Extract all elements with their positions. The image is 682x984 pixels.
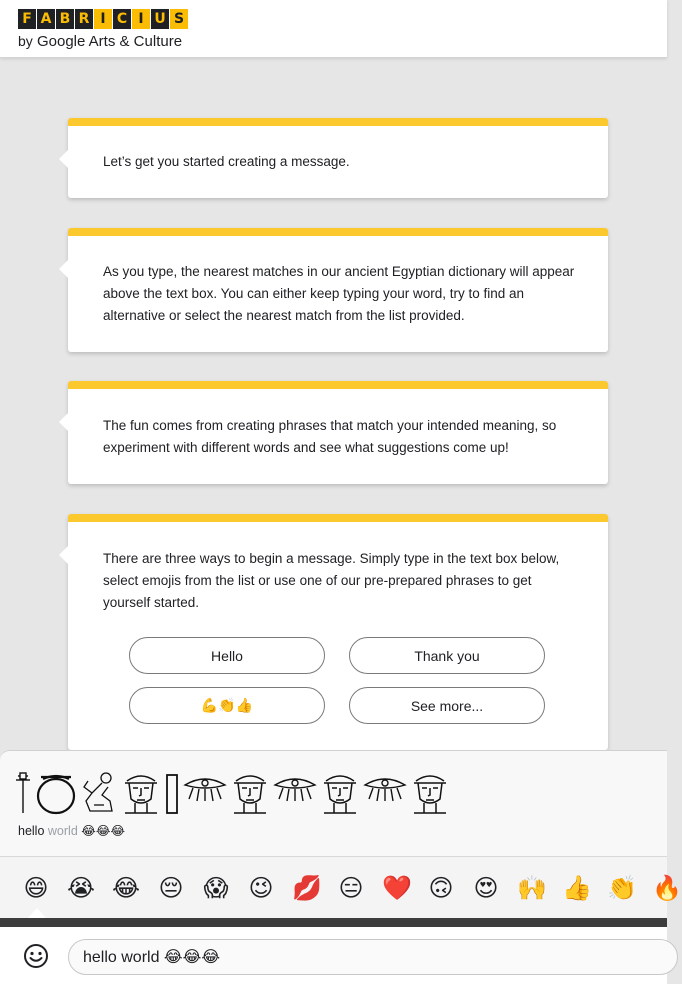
emoji-heart-eyes[interactable]: 😍: [473, 873, 499, 902]
card-text: There are three ways to begin a message. Simply type in the text box below, select emojis from the list or use one of our pre-prepared phrases to get yourself started.: [103, 551, 560, 610]
card-text: The fun comes from creating phrases that match your intended meaning, so experiment with different words and see what suggestions come up!: [103, 418, 557, 455]
emoji-thumbs-up[interactable]: 👍: [562, 873, 592, 902]
byline-brand: Google Arts & Culture: [36, 33, 183, 50]
instruction-card-2: [68, 228, 608, 352]
emoji-raised-hands[interactable]: 🙌: [517, 873, 547, 902]
emoji-heart[interactable]: ❤️: [382, 873, 412, 902]
see-more-button[interactable]: See more...: [349, 687, 545, 724]
phrase-hello-button[interactable]: Hello: [129, 637, 325, 674]
emoji-fire[interactable]: 🔥: [652, 873, 682, 902]
fabricius-logo[interactable]: [18, 9, 188, 29]
eye-glyph-icon: [273, 771, 317, 815]
eye-glyph-icon: [363, 771, 407, 815]
instruction-card-1: [68, 118, 608, 198]
phrase-thank-you-button[interactable]: Thank you: [349, 637, 545, 674]
instruction-card-3: [68, 381, 608, 484]
message-input-row: [0, 927, 667, 984]
emoji-bar-divider: [0, 918, 667, 927]
logo-letter: S: [170, 9, 188, 29]
message-input[interactable]: [68, 939, 678, 975]
hieroglyph-row[interactable]: [14, 769, 450, 815]
emoji-expressionless[interactable]: 😑: [338, 873, 364, 902]
card-text: Let’s get you started creating a message.: [103, 154, 350, 169]
suggested-word: world: [47, 824, 78, 838]
logo-letter: I: [94, 9, 112, 29]
emoji-scream[interactable]: 😱: [203, 873, 229, 902]
emoji-upside-down[interactable]: 🙃: [428, 873, 454, 902]
hieroglyph-panel: [0, 750, 667, 856]
logo-letter: B: [56, 9, 74, 29]
face-glyph-icon: [230, 771, 270, 815]
byline-by: by: [18, 33, 33, 49]
byline: [18, 33, 182, 50]
circle-glyph-icon: [35, 771, 77, 815]
typed-word: hello: [18, 824, 45, 838]
logo-letter: A: [37, 9, 55, 29]
logo-letter: C: [113, 9, 131, 29]
logo-letter: R: [75, 9, 93, 29]
emoji-pensive[interactable]: 😔: [158, 873, 184, 902]
seated-figure-glyph-icon: [80, 771, 118, 815]
emoji-picker-bar: [0, 856, 682, 918]
app-header: [0, 0, 667, 58]
transliteration-text: [18, 823, 125, 838]
emoji-smile[interactable]: 😄: [23, 873, 49, 902]
emoji-crying[interactable]: 😭: [67, 873, 96, 902]
card-text: As you type, the nearest matches in our ancient Egyptian dictionary will appear above the text box. You can either keep typing your word, try to find an alternative or select the nearest match from the list provided.: [103, 264, 575, 323]
instruction-card-4: [68, 514, 608, 750]
face-glyph-icon: [121, 771, 161, 815]
emoji-clap[interactable]: 👏: [607, 873, 637, 902]
emoji-tears-of-joy[interactable]: 😂: [112, 873, 141, 902]
emoji-wink[interactable]: 😉: [248, 873, 274, 902]
staff-glyph-icon: [14, 771, 32, 815]
phrase-emoji-button[interactable]: 💪👏👍: [129, 687, 325, 724]
face-glyph-icon: [320, 771, 360, 815]
face-glyph-icon: [410, 771, 450, 815]
message-input-value: hello world 😂😂😂: [83, 949, 221, 966]
emoji-toggle-icon[interactable]: [23, 943, 49, 969]
bar-glyph-icon: [164, 771, 180, 815]
logo-letter: I: [132, 9, 150, 29]
logo-letter: U: [151, 9, 169, 29]
logo-letter: F: [18, 9, 36, 29]
eye-glyph-icon: [183, 771, 227, 815]
transliteration-emojis: 😂😂😂: [81, 824, 126, 838]
emoji-kiss[interactable]: 💋: [292, 873, 322, 902]
